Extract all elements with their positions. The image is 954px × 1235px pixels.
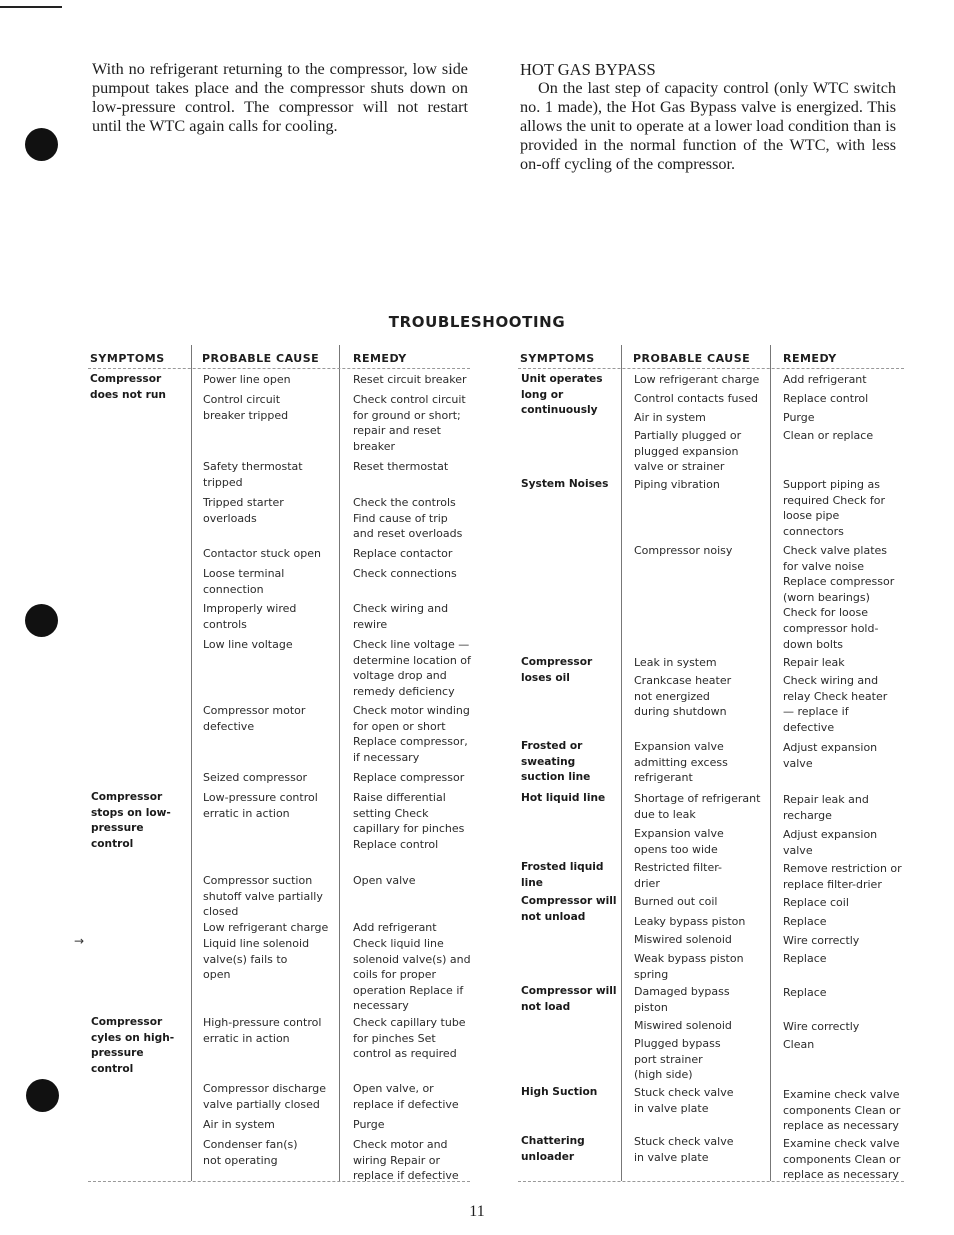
cause-cell: Leaky bypass piston: [634, 915, 746, 928]
symptom-cell: Frosted liquid line: [521, 861, 604, 889]
symptom-cell: High Suction: [521, 1086, 598, 1098]
remedy-cell: Reset circuit breaker: [353, 373, 467, 386]
remedy-cell: Wire correctly: [783, 934, 860, 947]
symptom-cell: Compressor loses oil: [521, 656, 593, 684]
remedy-cell: Repair leak: [783, 656, 845, 669]
hot-gas-bypass-paragraph: On the last step of capacity control (only WTC switch no. 1 made), the Hot Gas Bypass valve is energized. This allows the unit to operate at a lower load condition than is provided in the normal function of the WTC, with less on-off cycling of the compressor.: [520, 79, 896, 173]
remedy-cell: Add refrigerant: [783, 373, 867, 386]
symptom-cell: Frosted or sweating suction line: [521, 740, 591, 784]
cause-cell: Expansion valve admitting excess refrigerant: [634, 740, 728, 785]
header-remedy-right: REMEDY: [783, 352, 837, 365]
remedy-cell: Wire correctly: [783, 1020, 860, 1033]
remedy-cell: Clean or replace: [783, 429, 874, 442]
header-symptoms-left: SYMPTOMS: [90, 352, 165, 365]
cause-cell: Stuck check valve in valve plate: [634, 1086, 734, 1115]
remedy-cell: Replace contactor: [353, 547, 453, 560]
remedy-cell: Support piping as required Check for loose pipe connectors: [783, 478, 886, 538]
remedy-cell: Check line voltage — determine location of voltage drop and remedy deficiency: [353, 638, 471, 698]
remedy-cell: Replace: [783, 952, 827, 965]
symptom-cell: Compressor will not load: [521, 985, 617, 1013]
intro-paragraph-left: With no refrigerant returning to the compressor, low side pumpout takes place and the compressor shuts down on low-pressure control. The compressor will not restart until the WTC again calls for cooling.: [92, 60, 468, 135]
remedy-cell: Reset thermostat: [353, 460, 449, 473]
troubleshooting-title: TROUBLESHOOTING: [388, 313, 566, 331]
cause-cell: Compressor noisy: [634, 544, 733, 557]
remedy-cell: Adjust expansion valve: [783, 828, 878, 857]
remedy-cell: Check connections: [353, 567, 457, 580]
remedy-cell: Open valve: [353, 874, 416, 887]
cause-cell: Piping vibration: [634, 478, 720, 491]
cause-cell: Condenser fan(s) not operating: [203, 1138, 298, 1167]
symptom-cell: System Noises: [521, 478, 609, 490]
cause-cell: Low line voltage: [203, 638, 293, 651]
remedy-cell: Check capillary tube for pinches Set control as required: [353, 1016, 466, 1061]
remedy-cell: Check motor and wiring Repair or replace if defective: [353, 1138, 459, 1183]
remedy-cell: Replace control: [783, 392, 869, 405]
column-divider: [191, 345, 192, 1181]
cause-cell: Compressor motor defective: [203, 704, 306, 733]
punch-hole-top: [25, 128, 58, 161]
cause-cell: Partially plugged or plugged expansion valve or strainer: [634, 429, 742, 474]
cause-cell: Control contacts fused: [634, 392, 758, 405]
cause-cell: Expansion valve opens too wide: [634, 827, 724, 856]
top-rule: [0, 6, 62, 8]
remedy-cell: Replace: [783, 986, 827, 999]
symptom-cell: Hot liquid line: [521, 792, 606, 804]
remedy-cell: Check liquid line solenoid valve(s) and coils for proper operation Replace if necessary: [353, 937, 471, 1013]
remedy-cell: Open valve, or replace if defective: [353, 1082, 459, 1111]
cause-cell: Plugged bypass port strainer (high side): [634, 1037, 721, 1082]
cause-cell: Restricted filter-drier: [634, 861, 722, 890]
header-cause-right: PROBABLE CAUSE: [633, 352, 751, 365]
header-rule-right: [518, 368, 904, 369]
remedy-cell: Replace: [783, 915, 827, 928]
symptom-cell: Compressor stops on low-pressure control: [91, 791, 171, 850]
hot-gas-bypass-section: [520, 60, 896, 174]
cause-cell: Contactor stuck open: [203, 547, 321, 560]
remedy-cell: Purge: [783, 411, 815, 424]
remedy-cell: Raise differential setting Check capillary for pinches Replace control: [353, 791, 465, 851]
page-number: 11: [469, 1203, 485, 1220]
cause-cell: Air in system: [203, 1118, 275, 1131]
column-divider: [339, 345, 340, 1181]
cause-cell: Loose terminal connection: [203, 567, 285, 596]
remedy-cell: Check valve plates for valve noise Replace compressor (worn bearings) Check for loose compressor hold-down bolts: [783, 544, 895, 651]
remedy-cell: Repair leak and recharge: [783, 793, 869, 822]
remedy-cell: Replace coil: [783, 896, 849, 909]
remedy-cell: Check motor winding for open or short Replace compressor, if necessary: [353, 704, 470, 764]
cause-cell: High-pressure control erratic in action: [203, 1016, 322, 1045]
cause-cell: Burned out coil: [634, 895, 718, 908]
header-remedy-left: REMEDY: [353, 352, 407, 365]
symptom-cell: Compressor cyles on high-pressure control: [91, 1016, 175, 1075]
symptom-cell: Compressor will not unload: [521, 895, 617, 923]
remedy-cell: Clean: [783, 1038, 815, 1051]
cause-cell: Shortage of refrigerant due to leak: [634, 792, 761, 821]
remedy-cell: Adjust expansion valve: [783, 741, 878, 770]
cause-cell: Damaged bypass piston: [634, 985, 730, 1014]
arrow-marker: →: [74, 934, 85, 948]
remedy-cell: Purge: [353, 1118, 385, 1131]
header-rule-left: [88, 368, 470, 369]
cause-cell: Air in system: [634, 411, 706, 424]
cause-cell: Leak in system: [634, 656, 717, 669]
punch-hole-bottom: [26, 1079, 59, 1112]
cause-cell: Low refrigerant charge: [203, 921, 329, 934]
cause-cell: Control circuit breaker tripped: [203, 393, 289, 422]
cause-cell: Safety thermostat tripped: [203, 460, 303, 489]
cause-cell: Liquid line solenoid valve(s) fails to open: [203, 937, 310, 982]
remedy-cell: Remove restriction or replace filter-drier: [783, 862, 902, 891]
symptom-cell: Unit operates long or continuously: [521, 373, 603, 417]
remedy-cell: Check wiring and rewire: [353, 602, 449, 631]
cause-cell: Seized compressor: [203, 771, 308, 784]
column-divider: [621, 345, 622, 1181]
cause-cell: Low-pressure control erratic in action: [203, 791, 318, 820]
remedy-cell: Check control circuit for ground or short; repair and reset breaker: [353, 393, 466, 453]
cause-cell: Power line open: [203, 373, 291, 386]
remedy-cell: Examine check valve components Clean or replace as necessary: [783, 1088, 901, 1133]
cause-cell: Compressor suction shutoff valve partially closed: [203, 874, 323, 919]
column-divider: [770, 345, 771, 1181]
cause-cell: Compressor discharge valve partially closed: [203, 1082, 326, 1111]
cause-cell: Tripped starter overloads: [203, 496, 284, 525]
symptom-cell: Chattering unloader: [521, 1135, 585, 1163]
cause-cell: Weak bypass piston spring: [634, 952, 744, 981]
remedy-cell: Replace compressor: [353, 771, 465, 784]
cause-cell: Stuck check valve in valve plate: [634, 1135, 734, 1164]
remedy-cell: Examine check valve components Clean or replace as necessary: [783, 1137, 901, 1182]
remedy-cell: Check the controls Find cause of trip and reset overloads: [353, 496, 463, 541]
punch-hole-middle: [25, 604, 58, 637]
remedy-cell: Add refrigerant: [353, 921, 437, 934]
header-symptoms-right: SYMPTOMS: [520, 352, 595, 365]
header-cause-left: PROBABLE CAUSE: [202, 352, 320, 365]
cause-cell: Crankcase heater not energized during shutdown: [634, 674, 732, 719]
cause-cell: Low refrigerant charge: [634, 373, 760, 386]
hot-gas-bypass-title: HOT GAS BYPASS: [520, 60, 656, 79]
symptom-cell: Compressor does not run: [90, 373, 166, 401]
cause-cell: Miswired solenoid: [634, 1019, 732, 1032]
cause-cell: Miswired solenoid: [634, 933, 732, 946]
remedy-cell: Check wiring and relay Check heater — replace if defective: [783, 674, 888, 734]
cause-cell: Improperly wired controls: [203, 602, 297, 631]
